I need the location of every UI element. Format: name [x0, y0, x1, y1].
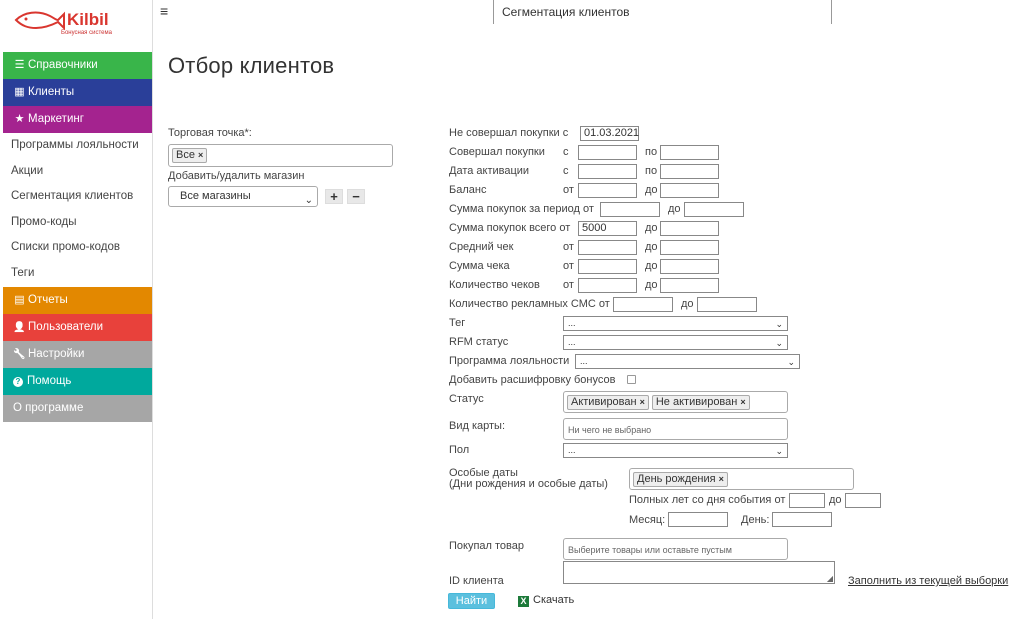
- sum-total-to-input[interactable]: [660, 221, 719, 236]
- status-tag: Активирован ×: [567, 395, 649, 410]
- sum-period-label: Сумма покупок за период от: [449, 203, 594, 215]
- sidebar-category-13[interactable]: [3, 395, 152, 422]
- from-label: с: [563, 146, 569, 158]
- wrench-icon: 🔧: [13, 348, 26, 360]
- status-label: Статус: [449, 393, 484, 405]
- sidebar-nav: [3, 52, 152, 422]
- to-label: до: [645, 184, 658, 196]
- page-title: Отбор клиентов: [168, 53, 335, 78]
- fill-from-selection-link[interactable]: Заполнить из текущей выборки: [848, 575, 1009, 587]
- sidebar-category-2[interactable]: [3, 106, 152, 133]
- activation-from-input[interactable]: [578, 164, 637, 179]
- product-label: Покупал товар: [449, 540, 524, 552]
- tag-label: Тег: [449, 317, 466, 329]
- loyalty-label: Программа лояльности: [449, 355, 570, 367]
- avg-check-to-input[interactable]: [660, 240, 719, 255]
- special-dates-sublabel: (Дни рождения и особые даты): [449, 478, 608, 490]
- excel-icon: X: [518, 596, 529, 607]
- tag-select[interactable]: ... ⌄: [563, 316, 788, 331]
- did-purchase-label: Совершал покупки: [449, 146, 545, 158]
- list-icon: ☰: [14, 59, 25, 71]
- to-label: до: [668, 203, 681, 215]
- activation-label: Дата активации: [449, 165, 530, 177]
- years-from-input[interactable]: [789, 493, 825, 508]
- user-icon: 👤: [13, 321, 26, 333]
- check-count-from-input[interactable]: [578, 278, 637, 293]
- sms-count-label: Количество рекламных СМС от: [449, 298, 610, 310]
- sidebar-item-label: Маркетинг: [28, 113, 84, 125]
- resize-handle-icon[interactable]: ◢: [826, 574, 833, 583]
- sum-total-label: Сумма покупок всего от: [449, 222, 571, 234]
- sidebar-item-5[interactable]: [3, 184, 152, 210]
- balance-from-input[interactable]: [578, 183, 637, 198]
- gender-select[interactable]: ... ⌄: [563, 443, 788, 458]
- sidebar-item-label: О программе: [13, 401, 84, 414]
- sum-period-from-input[interactable]: [600, 202, 660, 217]
- check-sum-label: Сумма чека: [449, 260, 510, 272]
- from-label: от: [563, 184, 574, 196]
- balance-label: Баланс: [449, 184, 487, 196]
- special-dates-label: Особые даты: [449, 467, 518, 479]
- sms-count-to-input[interactable]: [697, 297, 757, 312]
- sidebar: [0, 0, 153, 619]
- sidebar-category-12[interactable]: [3, 368, 152, 395]
- remove-tag-icon[interactable]: ×: [740, 397, 746, 407]
- to-label: до: [645, 222, 658, 234]
- chevron-down-icon: ⌄: [787, 357, 795, 367]
- sidebar-item-7[interactable]: [3, 235, 152, 261]
- sidebar-category-1[interactable]: [3, 79, 152, 106]
- rfm-select[interactable]: ... ⌄: [563, 335, 788, 350]
- download-link[interactable]: X Скачать: [518, 594, 574, 607]
- loyalty-select[interactable]: ... ⌄: [575, 354, 800, 369]
- store-label: Торговая точка*:: [168, 127, 252, 139]
- check-sum-to-input[interactable]: [660, 259, 719, 274]
- card-type-select[interactable]: Ни чего не выбрано: [563, 418, 788, 440]
- remove-tag-icon[interactable]: ×: [639, 397, 645, 407]
- chevron-down-icon: ⌄: [775, 446, 783, 456]
- chevron-down-icon: ⌄: [775, 338, 783, 348]
- month-input[interactable]: [668, 512, 728, 527]
- sidebar-category-0[interactable]: [3, 52, 152, 79]
- sidebar-item-label: Акции: [11, 164, 44, 177]
- bonus-decode-checkbox[interactable]: [627, 375, 636, 384]
- logo[interactable]: [0, 0, 152, 50]
- gender-label: Пол: [449, 444, 470, 456]
- did-purchase-from-input[interactable]: [578, 145, 637, 160]
- sidebar-item-3[interactable]: [3, 133, 152, 159]
- from-label: от: [563, 241, 574, 253]
- sidebar-item-label: Списки промо-кодов: [11, 241, 121, 254]
- sidebar-item-label: Клиенты: [28, 86, 75, 98]
- to-label: до: [829, 494, 842, 506]
- to-label: по: [645, 146, 658, 158]
- balance-to-input[interactable]: [660, 183, 719, 198]
- star-icon: ★: [14, 113, 25, 125]
- report-icon: ▤: [14, 293, 25, 306]
- sidebar-item-label: Программы лояльности: [11, 139, 139, 151]
- card-type-label: Вид карты:: [449, 420, 506, 432]
- month-label: Месяц:: [629, 514, 666, 526]
- tab-segmentation[interactable]: Сегментация клиентов: [493, 0, 832, 24]
- sms-count-from-input[interactable]: [613, 297, 673, 312]
- day-input[interactable]: [772, 512, 832, 527]
- to-label: до: [645, 260, 658, 272]
- activation-to-input[interactable]: [660, 164, 719, 179]
- fish-logo-icon: [14, 6, 114, 32]
- question-icon: ?: [13, 377, 23, 387]
- to-label: до: [681, 298, 694, 310]
- did-purchase-to-input[interactable]: [660, 145, 719, 160]
- sidebar-category-10[interactable]: [3, 314, 152, 341]
- rfm-label: RFM статус: [449, 336, 509, 348]
- sidebar-item-label: Справочники: [28, 59, 98, 71]
- sum-period-to-input[interactable]: [684, 202, 744, 217]
- client-id-textarea[interactable]: [563, 561, 835, 584]
- from-label: с: [563, 165, 569, 177]
- sum-total-from-input[interactable]: 5000: [578, 221, 637, 236]
- client-id-label: ID клиента: [449, 575, 504, 587]
- sidebar-item-label: Настройки: [28, 347, 85, 360]
- check-count-label: Количество чеков: [449, 279, 540, 291]
- product-select[interactable]: Выберите товары или оставьте пустым: [563, 538, 788, 560]
- from-label: от: [563, 279, 574, 291]
- special-dates-tag-input[interactable]: [629, 468, 854, 490]
- remove-tag-icon[interactable]: ×: [197, 150, 204, 160]
- avg-check-from-input[interactable]: [578, 240, 637, 255]
- no-purchase-label: Не совершал покупки с: [449, 127, 569, 139]
- chevron-down-icon: ⌄: [304, 195, 313, 206]
- find-button[interactable]: Найти: [448, 593, 495, 609]
- sidebar-category-11[interactable]: [3, 341, 152, 368]
- no-purchase-date-input[interactable]: 01.03.2021: [580, 126, 639, 141]
- sidebar-category-9[interactable]: [3, 287, 152, 314]
- sidebar-item-label: Пользователи: [28, 320, 104, 333]
- avg-check-label: Средний чек: [449, 241, 514, 253]
- day-label: День:: [741, 514, 770, 526]
- sidebar-item-label: Теги: [11, 266, 35, 279]
- remove-tag-icon[interactable]: ×: [718, 474, 724, 484]
- sidebar-item-label: Помощь: [27, 374, 72, 387]
- years-label: Полных лет со дня события от: [629, 494, 786, 506]
- status-tag: Не активирован ×: [652, 395, 750, 410]
- sidebar-item-6[interactable]: [3, 210, 152, 236]
- from-label: от: [563, 260, 574, 272]
- to-label: до: [645, 241, 658, 253]
- grid-icon: ▦: [14, 86, 25, 98]
- svg-text:Kilbil: Kilbil: [67, 10, 109, 29]
- check-count-to-input[interactable]: [660, 278, 719, 293]
- to-label: до: [645, 279, 658, 291]
- chevron-down-icon: ⌄: [775, 319, 783, 329]
- to-label: по: [645, 165, 658, 177]
- remove-store-button[interactable]: −: [347, 189, 365, 204]
- years-to-input[interactable]: [845, 493, 881, 508]
- stores-select[interactable]: Все магазины ⌄: [168, 186, 318, 207]
- logo-subtitle: Бонусная система: [61, 30, 112, 36]
- add-remove-store-label: Добавить/удалить магазин: [168, 170, 305, 182]
- hamburger-icon[interactable]: ≡: [160, 3, 169, 19]
- special-date-tag: День рождения ×: [633, 472, 728, 487]
- sidebar-item-8[interactable]: [3, 261, 152, 287]
- bonus-decode-label: Добавить расшифровку бонусов: [449, 374, 616, 386]
- sidebar-item-label: Сегментация клиентов: [11, 190, 134, 203]
- store-tag-input[interactable]: [168, 144, 393, 167]
- add-store-button[interactable]: +: [325, 189, 343, 204]
- sidebar-item-label: Промо-коды: [11, 215, 77, 228]
- status-tag-input[interactable]: [563, 391, 788, 413]
- store-tag: Все ×: [172, 148, 207, 163]
- sidebar-item-4[interactable]: [3, 159, 152, 185]
- check-sum-from-input[interactable]: [578, 259, 637, 274]
- sidebar-item-label: Отчеты: [28, 293, 68, 306]
